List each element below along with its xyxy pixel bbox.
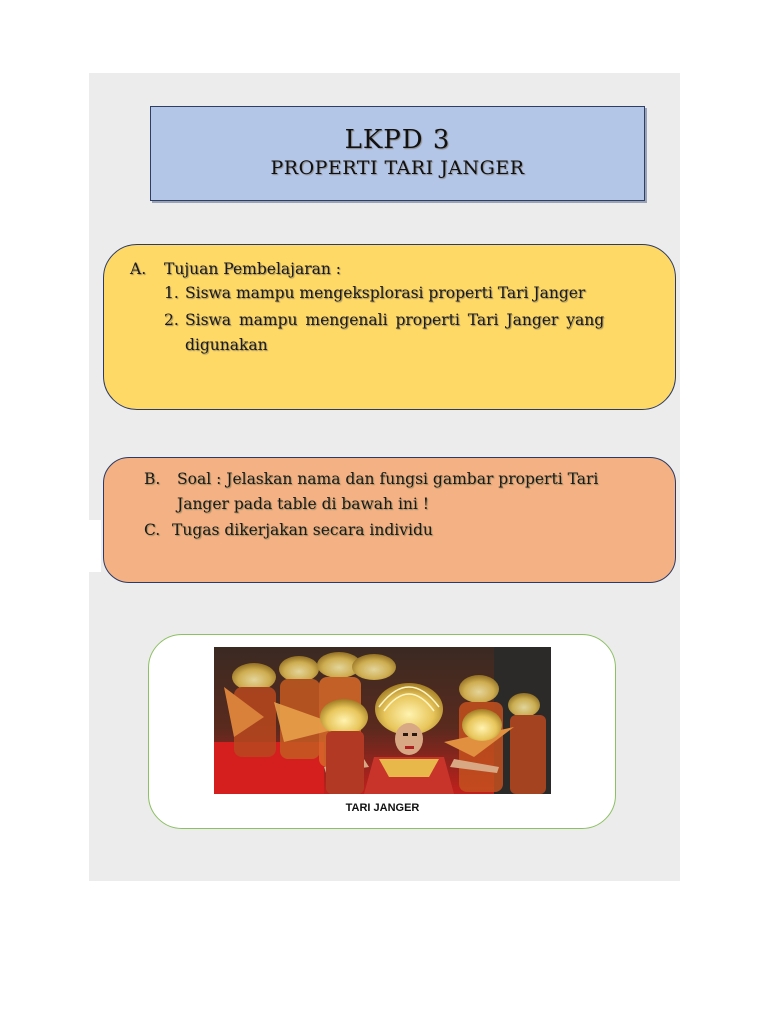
objective-1-number: 1. (164, 284, 179, 302)
dancers-photo (214, 647, 551, 794)
document-subtitle: PROPERTI TARI JANGER (270, 157, 525, 179)
objective-2-number: 2. (164, 311, 179, 329)
image-caption: TARI JANGER (345, 802, 420, 814)
section-c-text: Tugas dikerjakan secara individu (172, 521, 433, 539)
objective-1-text: Siswa mampu mengeksplorasi properti Tari Janger (185, 284, 586, 302)
objective-2-text-line1: Siswa mampu mengenali properti Tari Janger yang (185, 311, 605, 329)
document-title: LKPD 3 (344, 125, 451, 155)
section-b-label: B. (144, 470, 161, 488)
section-b-line1: Soal : Jelaskan nama dan fungsi gambar properti Tari (177, 470, 599, 488)
section-b-line2: Janger pada table di bawah ini ! (177, 495, 430, 513)
title-box (150, 106, 645, 201)
section-c-label: C. (144, 521, 161, 539)
page-edge-notch (89, 520, 101, 572)
section-a-label: A. (130, 260, 147, 278)
objective-2-text-line2: digunakan (185, 336, 268, 354)
section-a-heading: Tujuan Pembelajaran : (164, 260, 341, 278)
